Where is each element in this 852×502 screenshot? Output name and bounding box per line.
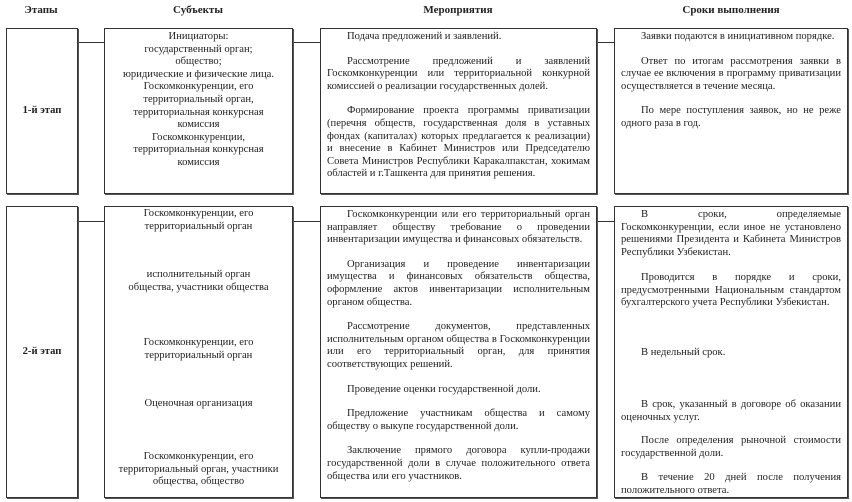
header-subjects: Субъекты [173,4,223,16]
stage-1-label: 1-й этап [22,104,62,116]
subject-line: территориальный орган, [143,93,254,105]
stage-1-box [6,28,78,194]
stage-1-activities-box [320,28,597,194]
subject-item: Госкомконкуренции, его территориальный орган, участники общества, общество [118,451,279,488]
subject-line: юридические и физические лица. [123,68,274,80]
connector-line [596,221,614,222]
activity-item: Формирование проекта программы приватизации (перечня обществ, государственная доля в уставных фондах (капиталах) которых предлагается к реализации) и внесение в Кабинет Министров или Председателю Совета Министров Республики Каракалпакстан, хокимам областей и г.Ташкента для принятия решения. [327,105,590,180]
subject-line: общество; [175,56,222,68]
stage-1-subjects-box [104,28,293,194]
deadline-item: После определения рыночной стоимости государственной доли. [621,435,841,459]
subject-line: Инициаторы: [168,31,229,42]
activity-item: Рассмотрение документов, представленных исполнительным органом общества в Госкомконкуренции или его территориальный орган, для принятия соответствующих решений. [327,321,590,370]
subject-item: Госкомконкуренции, его территориальный орган [143,208,254,232]
subject-line: государственный орган; [144,43,253,55]
subject-item: исполнительный орган общества, участники общества [128,269,269,293]
stage-2-activities-box [320,206,597,498]
header-deadlines: Сроки выполнения [682,4,780,16]
deadline-item: Ответ по итогам рассмотрения заявки в случае ее включения в программу приватизации осуществляется в течение месяца. [621,55,841,92]
stage-1-deadlines-box [614,28,848,194]
header-stages: Этапы [24,4,58,16]
deadline-item: В недельный срок. [641,347,726,358]
connector-line [596,42,614,43]
stage-2-subjects-box [104,206,293,498]
activity-item: Проведение оценки государственной доли. [347,383,541,395]
activity-item: Госкомконкуренции или его территориальный орган направляет обществу требование о проведении инвентаризации имущества и финансовых обязательств. [327,209,590,246]
header-activities: Мероприятия [423,4,493,16]
activity-item: Предложение участникам общества и самому обществу о выкупе государственной доли. [327,408,590,432]
subject-item: Оценочная организация [144,398,253,409]
subject-line: территориальная конкурсная [133,106,264,118]
subject-line: комиссия [177,119,220,131]
deadline-item: В сроки, определяемые Госкомконкуренции, если иное не установлено решениями Президента и Кабинета Министров Республики Узбекистан. [621,209,841,258]
activity-item: Организация и проведение инвентаризации имущества и финансовых обязательств общества, оформление актов инвентаризации исполнительным органом общества. [327,258,590,308]
subject-line: Госкомконкуренции, его [143,81,254,93]
subject-line: территориальная конкурсная [133,144,264,156]
stage-2-box [6,206,78,498]
subject-item: Госкомконкуренции, его территориальный орган [143,337,254,361]
stage-2-label: 2-й этап [22,345,62,357]
connector-line [78,42,104,43]
activity-item: Рассмотрение предложений и заявлений Госкомконкуренции или территориальной конкурной комиссией о реализации государственных долей. [327,55,590,92]
deadline-item: По мере поступления заявок, но не реже одного раза в год. [621,105,841,129]
stage-2-deadlines-box [614,206,848,498]
activity-item: Заключение прямого договора купли-продажи государственной доли в случае положительного ответа общества или его участников. [327,445,590,482]
activity-item: Подача предложений и заявлений. [347,31,502,42]
subject-line: комиссия [177,156,220,168]
subject-line: Госкомконкуренции, [151,131,246,143]
deadline-item: Проводится в порядке и сроки, предусмотренными Национальным стандартом бухгалтерского учета Республики Узбекистан. [621,272,841,309]
connector-line [292,221,320,222]
deadline-item: Заявки подаются в инициативном порядке. [641,31,835,42]
connector-line [292,42,320,43]
deadline-item: В течение 20 дней после получения положительного ответа. [621,472,841,496]
connector-line [78,221,104,222]
deadline-item: В срок, указанный в договоре об оказании оценочных услуг. [621,399,841,423]
